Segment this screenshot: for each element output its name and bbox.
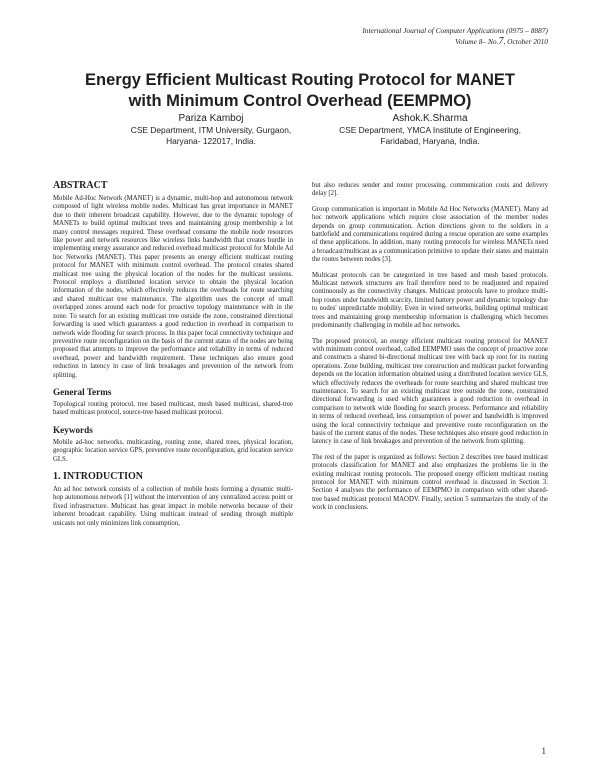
volume-number: 7 <box>498 36 504 47</box>
paper-title <box>40 70 560 112</box>
author-1-affiliation-1: CSE Department, ITM University, Gurgaon, <box>130 125 292 135</box>
page-number: 1 <box>541 746 546 756</box>
keywords-text: Mobile ad-hoc networks, multicasting, routing zone, shared trees, physical location, geographic location service GPS, preventive route reconfiguration, grid location service GLS. <box>53 438 293 463</box>
journal-header <box>362 25 548 47</box>
introduction-paragraph-1-continued: but also reduces sender and router processing, communication costs and delivery delay [2]. <box>312 182 548 198</box>
author-2 <box>315 113 545 147</box>
introduction-paragraph-3: Multicast protocols can be categorized in tree based and mesh based protocols. Multicast network structures are frail therefore need to be readjusted and repaired continuously as the connectivity changes. Multicast protocols have to produce multi-hop routes under bandwidth scarcity, limited battery power and dynamic topology due to nodes' unpredictable mobility. Even in wired networks, building optimal multicast trees and maintaining group membership information is challenging which becomes predominantly challenging in mobile ad hoc networks. <box>312 271 548 330</box>
left-column <box>53 180 293 535</box>
author-2-affiliation-1: CSE Department, YMCA Institute of Engineering, <box>339 125 521 135</box>
introduction-paragraph-4: The proposed protocol, an energy efficient multicast routing protocol for MANET with minimum control overhead, called EEMPMO uses the concept of proactive zone and constructs a shared bi-directional multicast tree with back up root for its routing operations. Zone building, multicast tree construction and multicast packet forwarding depends on the location information obtained using a distributed location service GLS, which effectively reduces the overheads for route searching and shared multicast tree maintenance. To search for an existing multicast tree outside the zone, constrained directional forwarding is used which guarantees a good reduction in overhead in comparison to network wide flooding for search process. Performance and reliability in terms of reduced overhead, less consumption of power and bandwidth is improved using the local connectivity technique and preventive route reconfiguration on the basis of the current status of the nodes. These techniques also ensure good reduction in latency in case of link breakages and prevention of the network from splitting. <box>312 337 549 446</box>
author-1-name: Pariza Kamboj <box>178 113 244 124</box>
author-2-affiliation-2: Faridabad, Haryana, India. <box>380 136 480 146</box>
introduction-heading: 1. INTRODUCTION <box>53 470 144 482</box>
author-block <box>0 113 600 153</box>
title-line-1: Energy Efficient Multicast Routing Protocol for MANET <box>85 71 515 89</box>
author-1-affiliation-2: Haryana- 122017, India. <box>166 136 256 146</box>
journal-line: International Journal of Computer Applications (0975 – 8887) <box>362 26 548 35</box>
author-2-name: Ashok.K.Sharma <box>392 113 468 124</box>
volume-prefix: Volume 8– No. <box>455 37 499 46</box>
volume-line <box>362 36 548 47</box>
general-terms-text: Topological routing protocol, tree based multicast, mesh based multicast, shared-tree based multicast protocol, source-tree based multicast protocol. <box>53 400 293 417</box>
introduction-paragraph-1: An ad hoc network consists of a collection of mobile hosts forming a dynamic multi-hop autonomous network [1] without the intervention of any centralized access point or fixed infrastructure. Multicast has great impact in mobile networks because of their inherent broadcast capability. Using multicast instead of sending through multiple unicasts not only minimizes link consumption, <box>53 485 293 527</box>
introduction-paragraph-2: Group communication is important in Mobile Ad Hoc Networks (MANET). Many ad hoc network applications which require close association of the member nodes depends on group communication. Action directions given to the soldiers in a battlefield and communications required during a rescue operation are some examples of these applications. In addition, many routing protocols for wireless MANETs need a broadcast/multicast as a communication primitive to update their states and maintain the routes between nodes [3]. <box>312 205 548 264</box>
abstract-text: Mobile Ad-Hoc Network (MANET) is a dynamic, multi-hop and autonomous network composed of light wireless mobile nodes. Multicast has great importance in MANET due to their inherent broadcast capability. However, due to the dynamic topology of MANETs to build optimal multicast trees and maintaining group membership a lot many control messages required. These overhead consume the mobile node resources like power and network resources like wireless links bandwidth that creates hurdle in implementing energy assurance and reduced overhead multicast protocol for Mobile Ad hoc Networks (MANET). This paper presents an energy efficient multicast routing protocol for MANET with minimum control overhead. The protocol creates shared multicast tree using the physical location of the nodes for the multicast sessions. Protocol employs a distributed location service to obtain the physical location information of the nodes, which effectively reduces the overheads for route searching and shared multicast tree maintenance. The algorithm uses the concept of small overlapped zones around each node for proactive topology maintenance with in the zone. To search for an existing multicast tree outside the zone, constrained directional forwarding is used which guarantees a good reduction in overhead in comparison to network wide flooding for search process. In this paper local connectivity technique and preventive route reconfiguration on the basis of the current status of the nodes are being proposed that attempts to improve the performance and reliability in terms of reduced overhead, power and bandwidth requirement. These techniques also ensure good reduction in latency in case of link breakages and prevention of the network from splitting. <box>53 195 293 379</box>
author-1 <box>108 113 314 147</box>
volume-suffix: , October 2010 <box>503 37 548 46</box>
introduction-paragraph-5: The rest of the paper is organized as follows: Section 2 describes tree based multicast protocols classification for MANET and also emphasizes the problems lie in the existing multicast routing protocols. The proposed energy efficient multicast routing protocol for MANET with minimum control overhead is discussed in Section 3. Section 4 analyses the performance of EEMPMO in comparison with other shared-tree based multicast protocol MAODV. Finally, section 5 summarizes the study of the work in conclusions. <box>312 453 548 512</box>
abstract-heading: ABSTRACT <box>53 180 108 191</box>
right-column <box>312 182 548 520</box>
title-line-2: with Minimum Control Overhead (EEMPMO) <box>128 92 472 110</box>
general-terms-heading: General Terms <box>53 386 112 397</box>
keywords-heading: Keywords <box>53 424 93 435</box>
